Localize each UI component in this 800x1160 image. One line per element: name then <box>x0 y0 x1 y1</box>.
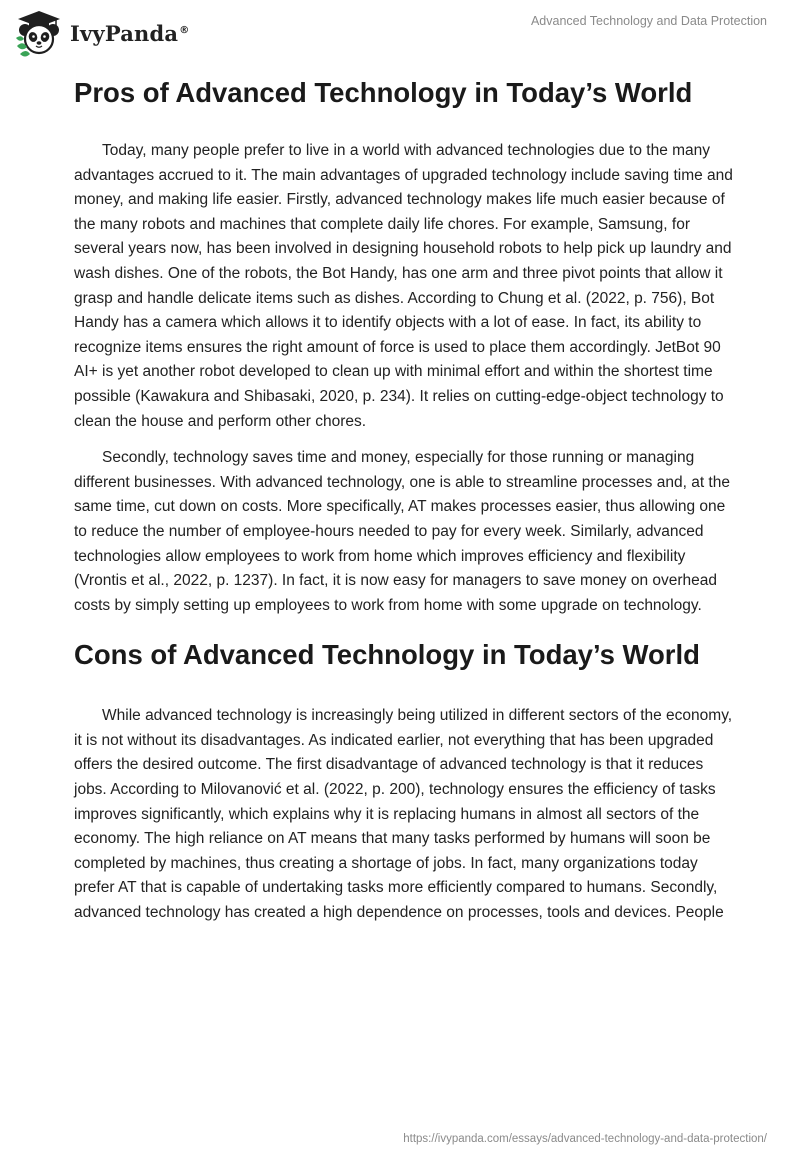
page-header <box>0 0 800 70</box>
ivypanda-logo[interactable] <box>14 8 189 58</box>
paragraph: Today, many people prefer to live in a world with advanced technologies due to the many advantages accrued to it. The main advantages of upgraded technology include saving time and money, and making life easier. Firstly, advanced technology makes life much easier because of the many robots and machines that complete daily life chores. For example, Samsung, for several years now, has been involved in designing household robots to help pick up laundry and wash dishes. One of the robots, the Bot Handy, has one arm and three pivot points that allow it grasp and handle delicate items such as dishes. According to Chung et al. (2022, p. 756), Bot Handy has a camera which allows it to identify objects with a lot of ease. In fact, its ability to recognize items ensures the right amount of force is used to place them accordingly. JetBot 90 AI+ is yet another robot developed to clean up with minimal effort and within the shortest time possible (Kawakura and Shibasaki, 2020, p. 234). It relies on cutting-edge-object technology to clean the house and perform other chores. <box>74 142 733 430</box>
paragraph: While advanced technology is increasingly being utilized in different sectors of the economy, it is not without its disadvantages. As indicated earlier, not everything that has been upgraded offers the desired outcome. The first disadvantage of advanced technology is that it reduces jobs. According to Milovanović et al. (2022, p. 200), technology ensures the efficiency of tasks improves significantly, which explains why it is replacing humans in almost all sectors of the economy. The high reliance on AT means that many tasks performed by humans will soon be completed by machines, thus creating a shortage of jobs. In fact, many organizations today prefer AT that is capable of undertaking tasks more efficiently compared to humans. Secondly, advanced technology has created a high dependence on processes, tools and devices. People <box>74 707 733 922</box>
document-title: Advanced Technology and Data Protection <box>530 14 767 28</box>
source-url[interactable]: https://ivypanda.com/essays/advanced-technology-and-data-protection/ <box>403 1133 767 1145</box>
paragraph: Secondly, technology saves time and money, especially for those running or managing different businesses. With advanced technology, one is able to streamline processes and, at the same time, cut down on costs. More specifically, AT makes processes easier, thus allowing one to reduce the number of employee-hours needed to pay for every week. Similarly, advanced technologies allow employees to work from home which improves efficiency and flexibility (Vrontis et al., 2022, p. 1237). In fact, it is now easy for managers to save money on overhead costs by simply setting up employees to work from home with some upgrade on technology. <box>74 449 730 614</box>
article-body <box>74 74 734 926</box>
section-cons <box>74 636 734 925</box>
panda-graduate-icon <box>14 8 64 58</box>
registered-mark: ® <box>179 24 190 36</box>
section-heading-pros: Pros of Advanced Technology in Today’s World <box>74 77 693 108</box>
section-pros <box>74 74 734 618</box>
section-heading-cons: Cons of Advanced Technology in Today’s World <box>74 639 700 671</box>
brand-name: IvyPanda® <box>70 20 190 46</box>
